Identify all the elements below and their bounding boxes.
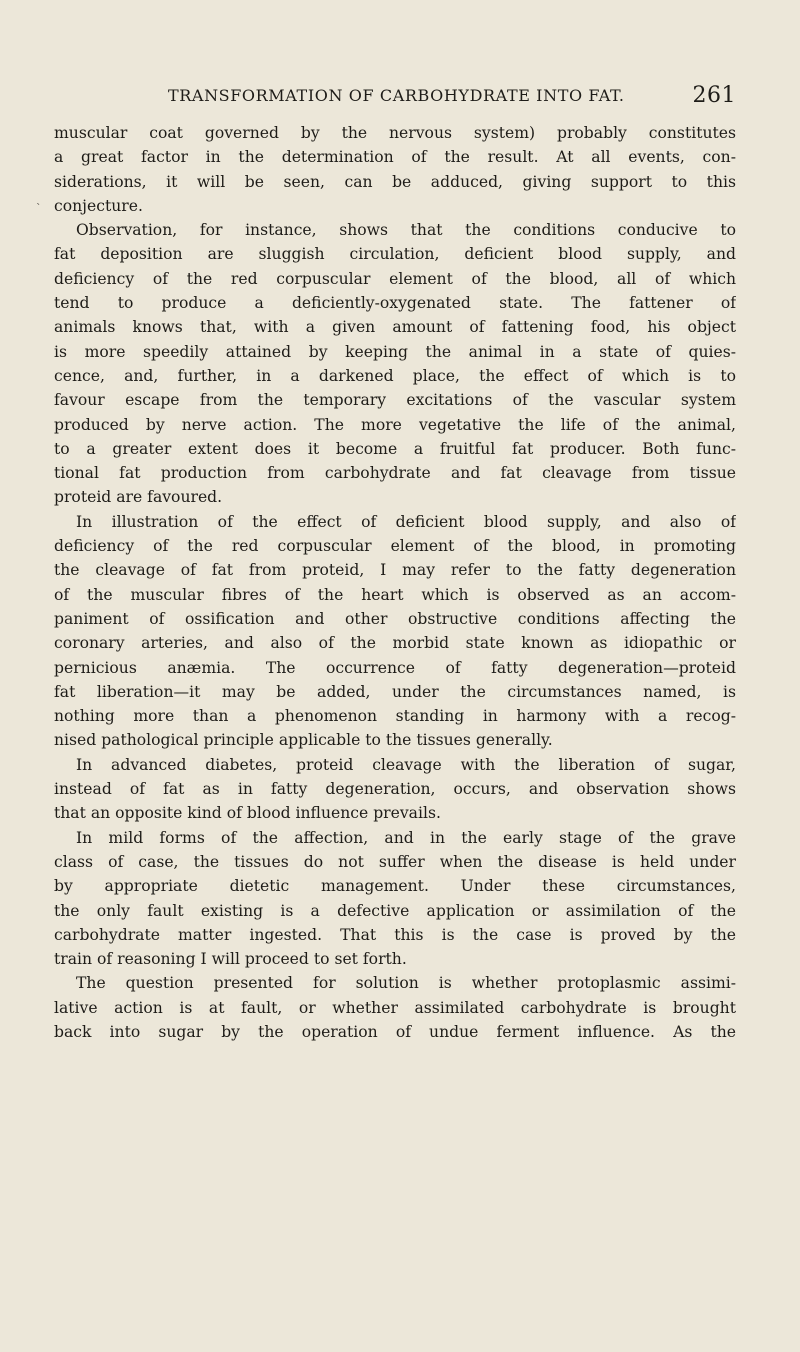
text-line: by appropriate dietetic management. Under these circumstances, <box>54 877 736 896</box>
text-line: nothing more than a phenomenon standing in harmony with a recog- <box>54 707 736 726</box>
text-line: to a greater extent does it become a fruitful fat producer. Both func- <box>54 439 736 458</box>
text-line: class of case, the tissues do not suffer when the disease is held under <box>54 852 736 871</box>
text-line: animals knows that, with a given amount of fattening food, his object <box>54 318 736 337</box>
margin-tick-mark: ˋ <box>36 202 42 215</box>
page-number: 261 <box>692 83 736 108</box>
text-line: tend to produce a deficiently-oxygenated state. The fattener of <box>54 294 736 313</box>
text-line: In advanced diabetes, proteid cleavage with the liberation of sugar, <box>76 755 736 774</box>
running-head <box>168 83 736 110</box>
text-line: paniment of ossification and other obstructive conditions affecting the <box>54 609 736 628</box>
running-title: TRANSFORMATION OF CARBOHYDRATE INTO FAT. <box>168 86 625 105</box>
text-line: produced by nerve action. The more vegetative the life of the animal, <box>54 415 736 434</box>
paragraph <box>54 121 736 218</box>
text-line: tional fat production from carbohydrate and fat cleavage from tissue <box>54 464 736 483</box>
text-line: coronary arteries, and also of the morbid state known as idiopathic or <box>54 634 736 653</box>
text-line: cence, and, further, in a darkened place, the effect of which is to <box>54 366 736 385</box>
text-line: back into sugar by the operation of undue ferment influence. As the <box>54 1022 736 1041</box>
text-line: that an opposite kind of blood influence prevails. <box>54 804 441 823</box>
body-text <box>54 121 736 1044</box>
text-line: is more speedily attained by keeping the animal in a state of quies- <box>54 342 736 361</box>
text-line: In illustration of the effect of deficient blood supply, and also of <box>76 512 736 531</box>
text-line: lative action is at fault, or whether assimilated carbohydrate is brought <box>54 998 736 1017</box>
paragraph <box>54 510 736 753</box>
text-line: muscular coat governed by the nervous system) probably constitutes <box>54 124 736 142</box>
paragraph <box>54 753 736 826</box>
text-line: of the muscular fibres of the heart which is observed as an accom- <box>54 585 736 604</box>
paragraph <box>54 971 736 1044</box>
text-line: fat deposition are sluggish circulation, deficient blood supply, and <box>54 245 736 264</box>
text-line: Observation, for instance, shows that the conditions conducive to <box>76 221 736 240</box>
text-line: deficiency of the red corpuscular element of the blood, all of which <box>54 269 736 288</box>
text-line: conjecture. <box>54 196 143 215</box>
text-line: the only fault existing is a defective application or assimilation of the <box>54 901 736 920</box>
text-line: train of reasoning I will proceed to set forth. <box>54 950 407 969</box>
text-line: favour escape from the temporary excitations of the vascular system <box>54 391 736 410</box>
text-line: carbohydrate matter ingested. That this is the case is proved by the <box>54 925 736 944</box>
paragraph <box>54 218 736 510</box>
text-line: fat liberation—it may be added, under the circumstances named, is <box>54 682 736 701</box>
text-line: a great factor in the determination of the result. At all events, con- <box>54 148 736 167</box>
text-line: pernicious anæmia. The occurrence of fatty degeneration—proteid <box>54 658 736 677</box>
paragraph <box>54 826 736 972</box>
text-line: The question presented for solution is whether protoplasmic assimi- <box>76 974 736 993</box>
text-line: deficiency of the red corpuscular element of the blood, in promoting <box>54 537 736 556</box>
text-line: the cleavage of fat from proteid, I may refer to the fatty degeneration <box>54 561 736 580</box>
text-line: nised pathological principle applicable to the tissues generally. <box>54 731 553 750</box>
text-line: instead of fat as in fatty degeneration, occurs, and observation shows <box>54 780 736 799</box>
text-line: In mild forms of the affection, and in the early stage of the grave <box>76 828 736 847</box>
text-line: siderations, it will be seen, can be adduced, giving support to this <box>54 172 736 191</box>
text-line: proteid are favoured. <box>54 488 223 507</box>
